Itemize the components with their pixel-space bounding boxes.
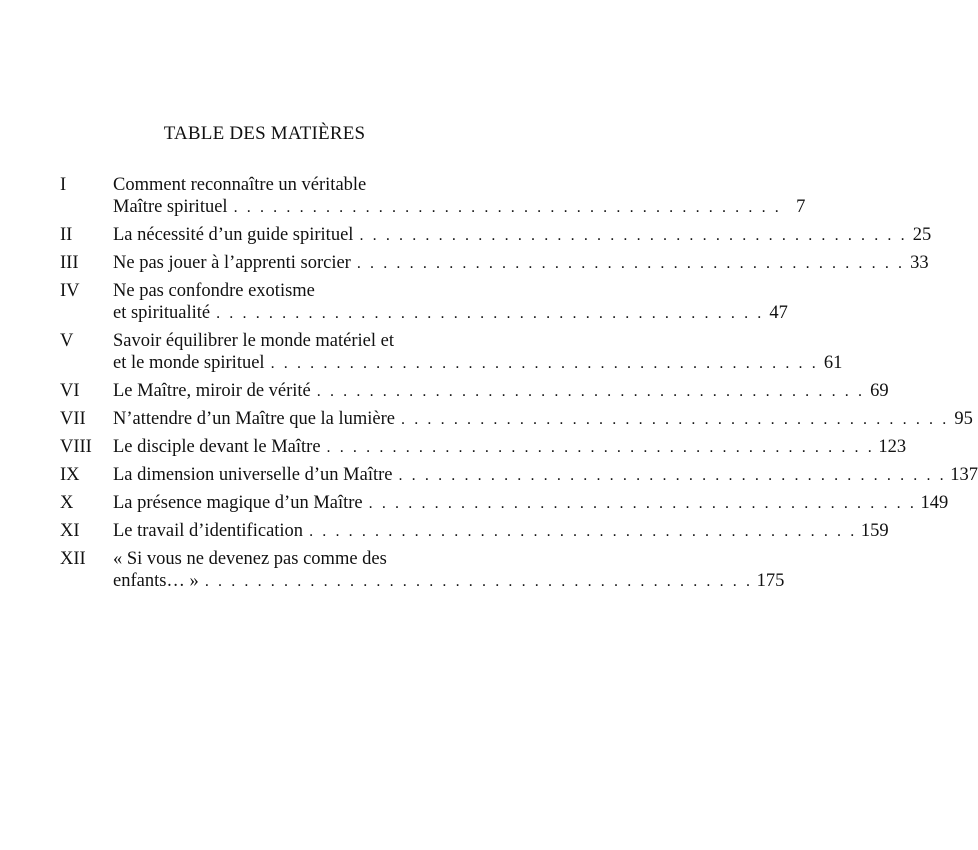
chapter-title-line: Comment reconnaître un véritable	[113, 175, 367, 195]
page-number: 33	[910, 253, 929, 273]
page-number: 159	[860, 521, 889, 541]
chapter-title-line: Savoir équilibrer le monde matériel et	[113, 331, 394, 351]
chapter-title-line: Le travail d’identification	[113, 521, 304, 541]
chapter-title-block	[113, 408, 973, 431]
toc-entry	[60, 174, 806, 219]
chapter-title-line: La présence magique d’un Maître	[113, 493, 363, 513]
chapter-number: VI	[60, 381, 80, 401]
chapter-title-block	[113, 330, 843, 375]
dot-leader: . . . . . . . . . . . . . . . . . . . . . . . . . . . . . . . . . . . . . . . . . .	[356, 255, 905, 272]
toc-entry	[60, 408, 973, 431]
chapter-title-line: Le disciple devant le Maître	[113, 437, 321, 457]
chapter-title-line: enfants… »	[113, 571, 199, 591]
chapter-title-line: Ne pas jouer à l’apprenti sorcier	[113, 253, 351, 273]
page-number: 47	[769, 303, 788, 323]
chapter-title-block	[113, 174, 806, 219]
chapter-title-line: « Si vous ne devenez pas comme des	[113, 549, 387, 569]
chapter-number: XII	[60, 549, 86, 569]
chapter-title-line: N’attendre d’un Maître que la lumière	[113, 409, 396, 429]
page-number: 69	[870, 381, 889, 401]
page-number: 61	[823, 353, 843, 373]
chapter-number: V	[60, 331, 74, 351]
toc-entry	[60, 548, 785, 593]
chapter-title-line: Maître spirituel	[113, 197, 228, 217]
toc-entry	[60, 436, 907, 459]
dot-leader: . . . . . . . . . . . . . . . . . . . . . . . . . . . . . . . . . . . . . . . . . .	[326, 439, 875, 456]
page-number: 137	[950, 465, 978, 485]
chapter-title-line: La nécessité d’un guide spirituel	[113, 225, 354, 245]
chapter-number: VIII	[60, 437, 92, 457]
toc-entry	[60, 280, 788, 325]
page-number: 95	[954, 409, 973, 429]
chapter-number: IX	[60, 465, 80, 485]
dot-leader: . . . . . . . . . . . . . . . . . . . . . . . . . . . . . . . . . . . . . . . . . .	[316, 383, 865, 400]
page-number: 175	[756, 571, 785, 591]
chapter-title-block	[113, 548, 785, 593]
dot-leader: . . . . . . . . . . . . . . . . . . . . . . . . . . . . . . . . . . . . . . . . . .	[233, 199, 782, 216]
toc-entry	[60, 330, 843, 375]
chapter-number: I	[60, 175, 67, 195]
dot-leader: . . . . . . . . . . . . . . . . . . . . . . . . . . . . . . . . . . . . . . . . . .	[309, 523, 857, 540]
chapter-title-block	[113, 280, 788, 325]
chapter-title-line: La dimension universelle d’un Maître	[113, 465, 393, 485]
toc-entry	[60, 252, 929, 275]
page-number: 25	[912, 225, 932, 245]
toc-entry	[60, 492, 949, 515]
chapter-title-line: et le monde spirituel	[113, 353, 265, 373]
dot-leader: . . . . . . . . . . . . . . . . . . . . . . . . . . . . . . . . . . . . . . . . . .	[398, 467, 947, 484]
toc-entry	[60, 520, 889, 543]
table-of-contents	[60, 174, 978, 598]
page-number: 123	[878, 437, 907, 457]
chapter-number: IV	[60, 281, 80, 301]
chapter-title-line: et spiritualité	[113, 303, 211, 323]
toc-entry	[60, 380, 889, 403]
chapter-title-block	[113, 380, 889, 403]
chapter-title-block	[113, 224, 932, 247]
chapter-title-block	[113, 464, 978, 487]
toc-entry	[60, 464, 978, 487]
chapter-title-block	[113, 252, 929, 275]
chapter-title-line: Ne pas confondre exotisme	[113, 281, 315, 301]
dot-leader: . . . . . . . . . . . . . . . . . . . . . . . . . . . . . . . . . . . . . . . . . .	[368, 495, 917, 512]
chapter-number: X	[60, 493, 74, 513]
dot-leader: . . . . . . . . . . . . . . . . . . . . . . . . . . . . . . . . . . . . . . . . . .	[401, 411, 949, 428]
dot-leader: . . . . . . . . . . . . . . . . . . . . . . . . . . . . . . . . . . . . . . . . . .	[204, 573, 753, 590]
dot-leader: . . . . . . . . . . . . . . . . . . . . . . . . . . . . . . . . . . . . . . . . . .	[216, 305, 764, 322]
chapter-number: III	[60, 253, 79, 273]
page-number: 149	[920, 493, 949, 513]
page-title: TABLE DES MATIÈRES	[163, 123, 366, 144]
dot-leader: . . . . . . . . . . . . . . . . . . . . . . . . . . . . . . . . . . . . . . . . . .	[270, 355, 819, 372]
chapter-title-block	[113, 436, 907, 459]
chapter-title-block	[113, 492, 949, 515]
chapter-number: XI	[60, 521, 80, 541]
chapter-number: VII	[60, 409, 86, 429]
toc-entry	[60, 224, 932, 247]
page-number: 7	[796, 197, 806, 217]
chapter-title-block	[113, 520, 889, 543]
dot-leader: . . . . . . . . . . . . . . . . . . . . . . . . . . . . . . . . . . . . . . . . . .	[359, 227, 908, 244]
chapter-title-line: Le Maître, miroir de vérité	[113, 381, 311, 401]
chapter-number: II	[60, 225, 73, 245]
